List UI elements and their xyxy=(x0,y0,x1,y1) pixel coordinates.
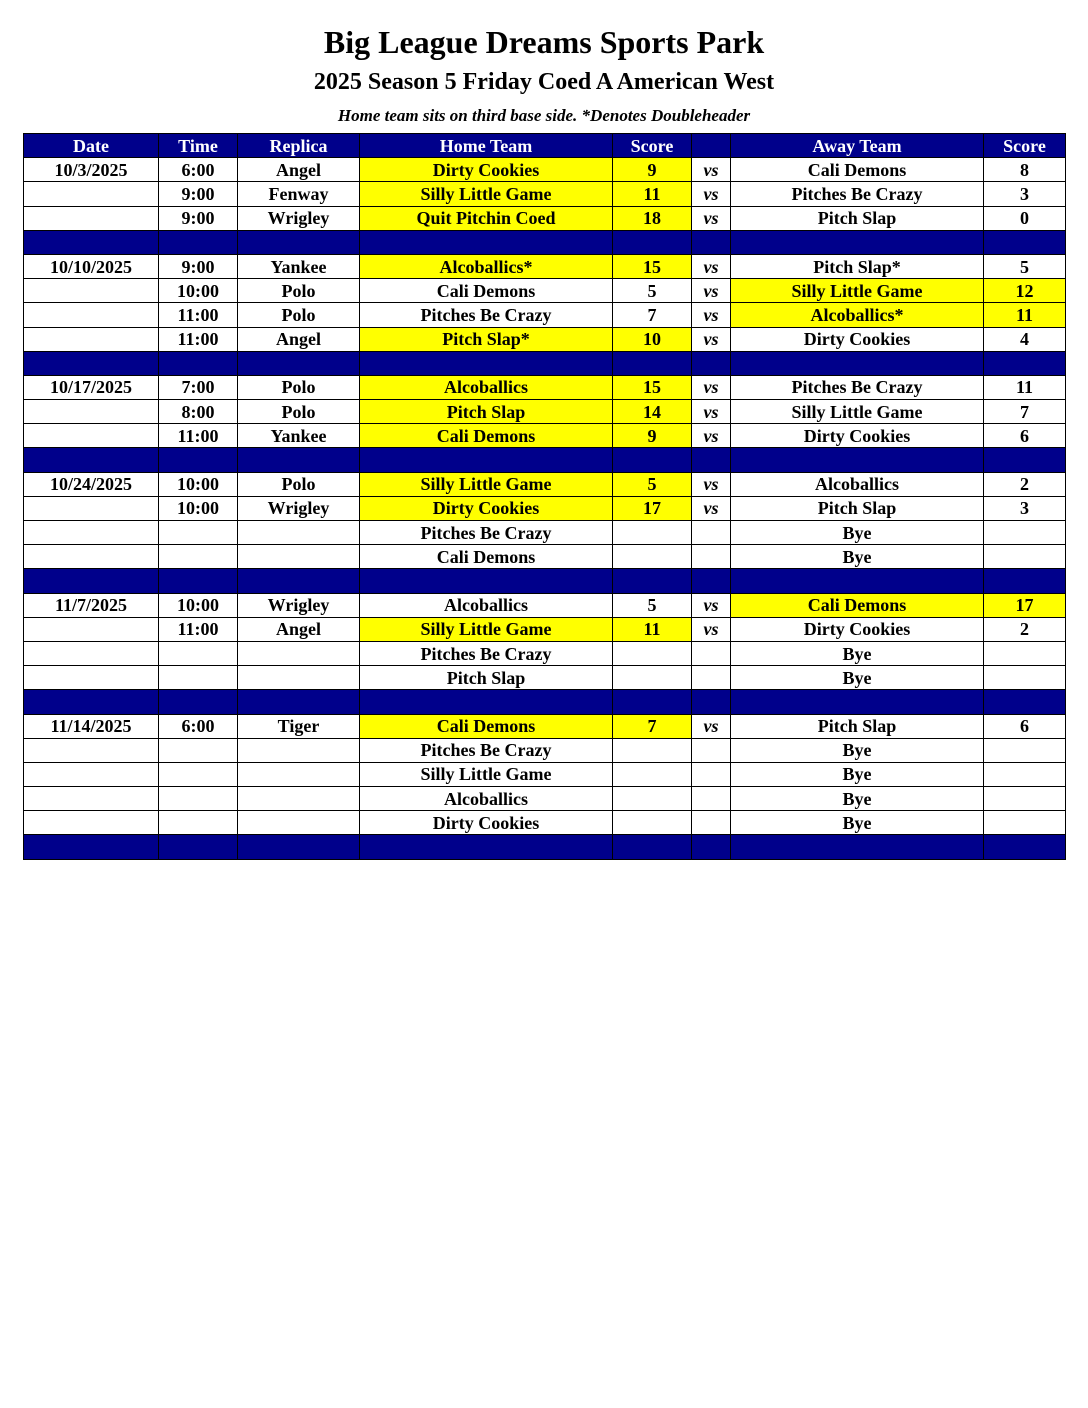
game-row xyxy=(24,738,1066,762)
column-header-replica: Replica xyxy=(238,134,360,158)
game-row xyxy=(24,617,1066,641)
date-cell xyxy=(24,762,159,786)
time-cell: 10:00 xyxy=(159,279,238,303)
away-score-cell: 4 xyxy=(984,327,1066,351)
time-cell: 10:00 xyxy=(159,496,238,520)
date-cell xyxy=(24,496,159,520)
away-team-cell: Bye xyxy=(731,738,984,762)
date-cell xyxy=(24,327,159,351)
away-score-cell: 8 xyxy=(984,158,1066,182)
separator-cell xyxy=(24,230,159,254)
separator-cell xyxy=(692,835,731,859)
away-score-cell: 2 xyxy=(984,617,1066,641)
away-score-cell xyxy=(984,666,1066,690)
away-team-cell: Silly Little Game xyxy=(731,279,984,303)
date-cell: 10/3/2025 xyxy=(24,158,159,182)
separator-cell xyxy=(24,835,159,859)
home-score-cell: 7 xyxy=(613,714,692,738)
separator-cell xyxy=(24,351,159,375)
replica-cell: Wrigley xyxy=(238,593,360,617)
home-score-cell: 7 xyxy=(613,303,692,327)
time-cell: 9:00 xyxy=(159,254,238,278)
replica-cell xyxy=(238,811,360,835)
vs-cell xyxy=(692,787,731,811)
separator-cell xyxy=(984,448,1066,472)
time-cell: 10:00 xyxy=(159,593,238,617)
game-row xyxy=(24,206,1066,230)
vs-cell: vs xyxy=(692,496,731,520)
separator-cell xyxy=(984,351,1066,375)
column-header-away-score: Score xyxy=(984,134,1066,158)
week-separator-row xyxy=(24,569,1066,593)
separator-cell xyxy=(613,835,692,859)
away-team-cell: Silly Little Game xyxy=(731,400,984,424)
game-row xyxy=(24,424,1066,448)
replica-cell: Angel xyxy=(238,617,360,641)
column-header-home-score: Score xyxy=(613,134,692,158)
time-cell: 11:00 xyxy=(159,617,238,641)
away-team-cell: Cali Demons xyxy=(731,593,984,617)
replica-cell: Fenway xyxy=(238,182,360,206)
vs-cell: vs xyxy=(692,158,731,182)
separator-cell xyxy=(238,835,360,859)
date-cell xyxy=(24,400,159,424)
column-header-time: Time xyxy=(159,134,238,158)
away-score-cell xyxy=(984,545,1066,569)
schedule-note: Home team sits on third base side. *Denotes Doubleheader xyxy=(337,106,751,125)
vs-cell: vs xyxy=(692,182,731,206)
separator-cell xyxy=(613,351,692,375)
page-title: Big League Dreams Sports Park xyxy=(323,24,765,60)
time-cell xyxy=(159,641,238,665)
away-score-cell: 7 xyxy=(984,400,1066,424)
replica-cell: Yankee xyxy=(238,254,360,278)
game-row xyxy=(24,762,1066,786)
date-cell: 10/24/2025 xyxy=(24,472,159,496)
week-separator-row xyxy=(24,351,1066,375)
replica-cell: Yankee xyxy=(238,424,360,448)
home-score-cell: 11 xyxy=(613,182,692,206)
replica-cell: Polo xyxy=(238,375,360,399)
time-cell xyxy=(159,738,238,762)
column-header-home-team: Home Team xyxy=(360,134,613,158)
away-team-cell: Bye xyxy=(731,521,984,545)
game-row xyxy=(24,545,1066,569)
vs-cell: vs xyxy=(692,279,731,303)
home-score-cell xyxy=(613,811,692,835)
date-cell: 10/10/2025 xyxy=(24,254,159,278)
game-row xyxy=(24,811,1066,835)
home-score-cell xyxy=(613,521,692,545)
away-score-cell: 6 xyxy=(984,424,1066,448)
away-team-cell: Alcoballics xyxy=(731,472,984,496)
vs-cell xyxy=(692,521,731,545)
separator-cell xyxy=(24,448,159,472)
separator-cell xyxy=(238,690,360,714)
week-separator-row xyxy=(24,690,1066,714)
away-score-cell xyxy=(984,811,1066,835)
date-cell xyxy=(24,738,159,762)
vs-cell xyxy=(692,641,731,665)
replica-cell xyxy=(238,787,360,811)
away-score-cell: 11 xyxy=(984,375,1066,399)
home-score-cell: 14 xyxy=(613,400,692,424)
separator-cell xyxy=(360,690,613,714)
away-team-cell: Dirty Cookies xyxy=(731,617,984,641)
separator-cell xyxy=(984,569,1066,593)
game-row xyxy=(24,521,1066,545)
away-score-cell: 3 xyxy=(984,496,1066,520)
replica-cell xyxy=(238,666,360,690)
home-team-cell: Alcoballics xyxy=(360,787,613,811)
date-cell xyxy=(24,617,159,641)
date-cell xyxy=(24,206,159,230)
home-score-cell xyxy=(613,641,692,665)
separator-cell xyxy=(731,230,984,254)
replica-cell: Tiger xyxy=(238,714,360,738)
separator-cell xyxy=(360,351,613,375)
away-score-cell: 0 xyxy=(984,206,1066,230)
game-row xyxy=(24,375,1066,399)
time-cell xyxy=(159,811,238,835)
separator-cell xyxy=(360,448,613,472)
game-row xyxy=(24,714,1066,738)
time-cell xyxy=(159,545,238,569)
vs-cell: vs xyxy=(692,400,731,424)
game-row xyxy=(24,641,1066,665)
away-team-cell: Pitches Be Crazy xyxy=(731,375,984,399)
separator-cell xyxy=(731,569,984,593)
separator-cell xyxy=(360,230,613,254)
game-row xyxy=(24,279,1066,303)
replica-cell xyxy=(238,762,360,786)
date-cell xyxy=(24,666,159,690)
home-team-cell: Quit Pitchin Coed xyxy=(360,206,613,230)
date-cell: 11/14/2025 xyxy=(24,714,159,738)
time-cell xyxy=(159,762,238,786)
vs-cell: vs xyxy=(692,472,731,496)
schedule-table xyxy=(23,133,1066,860)
home-score-cell xyxy=(613,738,692,762)
separator-cell xyxy=(360,835,613,859)
away-team-cell: Pitch Slap xyxy=(731,206,984,230)
date-cell xyxy=(24,182,159,206)
separator-cell xyxy=(24,690,159,714)
away-team-cell: Bye xyxy=(731,811,984,835)
game-row xyxy=(24,666,1066,690)
separator-cell xyxy=(692,569,731,593)
replica-cell: Wrigley xyxy=(238,496,360,520)
time-cell: 9:00 xyxy=(159,206,238,230)
away-team-cell: Bye xyxy=(731,666,984,690)
separator-cell xyxy=(731,690,984,714)
date-cell: 11/7/2025 xyxy=(24,593,159,617)
home-team-cell: Alcoballics xyxy=(360,593,613,617)
separator-cell xyxy=(159,351,238,375)
away-score-cell: 5 xyxy=(984,254,1066,278)
date-cell xyxy=(24,521,159,545)
away-score-cell xyxy=(984,521,1066,545)
date-cell xyxy=(24,545,159,569)
replica-cell: Polo xyxy=(238,303,360,327)
separator-cell xyxy=(984,230,1066,254)
vs-cell: vs xyxy=(692,206,731,230)
page-subtitle: 2025 Season 5 Friday Coed A American West xyxy=(313,69,775,95)
away-team-cell: Dirty Cookies xyxy=(731,424,984,448)
home-team-cell: Pitch Slap* xyxy=(360,327,613,351)
vs-cell: vs xyxy=(692,375,731,399)
away-score-cell: 2 xyxy=(984,472,1066,496)
vs-cell xyxy=(692,545,731,569)
vs-cell: vs xyxy=(692,593,731,617)
time-cell: 7:00 xyxy=(159,375,238,399)
time-cell: 11:00 xyxy=(159,327,238,351)
replica-cell: Angel xyxy=(238,158,360,182)
home-score-cell: 17 xyxy=(613,496,692,520)
replica-cell xyxy=(238,641,360,665)
home-team-cell: Cali Demons xyxy=(360,545,613,569)
separator-cell xyxy=(238,448,360,472)
separator-cell xyxy=(731,448,984,472)
home-team-cell: Cali Demons xyxy=(360,714,613,738)
date-cell xyxy=(24,303,159,327)
vs-cell: vs xyxy=(692,303,731,327)
replica-cell: Polo xyxy=(238,472,360,496)
home-team-cell: Alcoballics xyxy=(360,375,613,399)
away-team-cell: Pitch Slap xyxy=(731,496,984,520)
separator-cell xyxy=(238,569,360,593)
home-score-cell: 15 xyxy=(613,254,692,278)
header-row xyxy=(24,134,1066,158)
home-team-cell: Pitches Be Crazy xyxy=(360,303,613,327)
away-team-cell: Pitches Be Crazy xyxy=(731,182,984,206)
away-team-cell: Dirty Cookies xyxy=(731,327,984,351)
time-cell: 6:00 xyxy=(159,714,238,738)
date-cell xyxy=(24,279,159,303)
vs-cell: vs xyxy=(692,424,731,448)
time-cell: 11:00 xyxy=(159,424,238,448)
separator-cell xyxy=(159,569,238,593)
separator-cell xyxy=(360,569,613,593)
date-cell xyxy=(24,641,159,665)
home-team-cell: Cali Demons xyxy=(360,424,613,448)
separator-cell xyxy=(984,690,1066,714)
game-row xyxy=(24,787,1066,811)
home-team-cell: Silly Little Game xyxy=(360,762,613,786)
away-team-cell: Alcoballics* xyxy=(731,303,984,327)
separator-cell xyxy=(692,448,731,472)
replica-cell: Angel xyxy=(238,327,360,351)
replica-cell: Polo xyxy=(238,279,360,303)
column-header-date: Date xyxy=(24,134,159,158)
time-cell: 11:00 xyxy=(159,303,238,327)
game-row xyxy=(24,472,1066,496)
home-team-cell: Alcoballics* xyxy=(360,254,613,278)
date-cell xyxy=(24,811,159,835)
away-score-cell: 3 xyxy=(984,182,1066,206)
away-team-cell: Bye xyxy=(731,762,984,786)
home-team-cell: Pitches Be Crazy xyxy=(360,521,613,545)
time-cell: 6:00 xyxy=(159,158,238,182)
separator-cell xyxy=(984,835,1066,859)
vs-cell xyxy=(692,738,731,762)
replica-cell xyxy=(238,738,360,762)
away-team-cell: Bye xyxy=(731,641,984,665)
home-team-cell: Silly Little Game xyxy=(360,472,613,496)
away-score-cell xyxy=(984,762,1066,786)
home-team-cell: Pitch Slap xyxy=(360,400,613,424)
away-score-cell xyxy=(984,787,1066,811)
time-cell xyxy=(159,787,238,811)
home-score-cell: 18 xyxy=(613,206,692,230)
away-score-cell: 17 xyxy=(984,593,1066,617)
column-header-away-team: Away Team xyxy=(731,134,984,158)
date-cell: 10/17/2025 xyxy=(24,375,159,399)
week-separator-row xyxy=(24,448,1066,472)
home-team-cell: Pitches Be Crazy xyxy=(360,641,613,665)
home-team-cell: Dirty Cookies xyxy=(360,158,613,182)
separator-cell xyxy=(692,690,731,714)
home-score-cell: 15 xyxy=(613,375,692,399)
date-cell xyxy=(24,787,159,811)
home-team-cell: Silly Little Game xyxy=(360,182,613,206)
vs-cell: vs xyxy=(692,254,731,278)
away-score-cell xyxy=(984,641,1066,665)
home-team-cell: Pitch Slap xyxy=(360,666,613,690)
game-row xyxy=(24,496,1066,520)
home-score-cell: 10 xyxy=(613,327,692,351)
home-score-cell: 5 xyxy=(613,593,692,617)
week-separator-row xyxy=(24,835,1066,859)
away-score-cell: 6 xyxy=(984,714,1066,738)
vs-cell: vs xyxy=(692,327,731,351)
separator-cell xyxy=(238,230,360,254)
away-team-cell: Pitch Slap* xyxy=(731,254,984,278)
game-row xyxy=(24,303,1066,327)
home-score-cell: 5 xyxy=(613,279,692,303)
separator-cell xyxy=(24,569,159,593)
game-row xyxy=(24,400,1066,424)
separator-cell xyxy=(692,230,731,254)
away-team-cell: Bye xyxy=(731,787,984,811)
date-cell xyxy=(24,424,159,448)
game-row xyxy=(24,327,1066,351)
separator-cell xyxy=(238,351,360,375)
home-score-cell xyxy=(613,762,692,786)
time-cell xyxy=(159,666,238,690)
replica-cell xyxy=(238,545,360,569)
game-row xyxy=(24,182,1066,206)
replica-cell xyxy=(238,521,360,545)
away-score-cell: 12 xyxy=(984,279,1066,303)
separator-cell xyxy=(159,835,238,859)
replica-cell: Polo xyxy=(238,400,360,424)
time-cell: 8:00 xyxy=(159,400,238,424)
home-team-cell: Silly Little Game xyxy=(360,617,613,641)
vs-cell xyxy=(692,762,731,786)
separator-cell xyxy=(613,569,692,593)
separator-cell xyxy=(159,230,238,254)
time-cell xyxy=(159,521,238,545)
home-score-cell: 9 xyxy=(613,424,692,448)
separator-cell xyxy=(159,690,238,714)
time-cell: 9:00 xyxy=(159,182,238,206)
separator-cell xyxy=(613,448,692,472)
vs-cell xyxy=(692,811,731,835)
home-score-cell: 5 xyxy=(613,472,692,496)
away-team-cell: Pitch Slap xyxy=(731,714,984,738)
away-score-cell: 11 xyxy=(984,303,1066,327)
separator-cell xyxy=(613,690,692,714)
home-team-cell: Dirty Cookies xyxy=(360,496,613,520)
separator-cell xyxy=(731,351,984,375)
column-header-vs xyxy=(692,134,731,158)
away-team-cell: Bye xyxy=(731,545,984,569)
home-score-cell xyxy=(613,666,692,690)
time-cell: 10:00 xyxy=(159,472,238,496)
home-score-cell: 11 xyxy=(613,617,692,641)
week-separator-row xyxy=(24,230,1066,254)
vs-cell: vs xyxy=(692,617,731,641)
schedule-body xyxy=(24,158,1066,859)
home-score-cell xyxy=(613,545,692,569)
separator-cell xyxy=(159,448,238,472)
home-score-cell xyxy=(613,787,692,811)
home-team-cell: Dirty Cookies xyxy=(360,811,613,835)
separator-cell xyxy=(613,230,692,254)
vs-cell: vs xyxy=(692,714,731,738)
vs-cell xyxy=(692,666,731,690)
game-row xyxy=(24,254,1066,278)
home-team-cell: Cali Demons xyxy=(360,279,613,303)
away-team-cell: Cali Demons xyxy=(731,158,984,182)
separator-cell xyxy=(692,351,731,375)
game-row xyxy=(24,593,1066,617)
home-score-cell: 9 xyxy=(613,158,692,182)
replica-cell: Wrigley xyxy=(238,206,360,230)
home-team-cell: Pitches Be Crazy xyxy=(360,738,613,762)
separator-cell xyxy=(731,835,984,859)
game-row xyxy=(24,158,1066,182)
away-score-cell xyxy=(984,738,1066,762)
